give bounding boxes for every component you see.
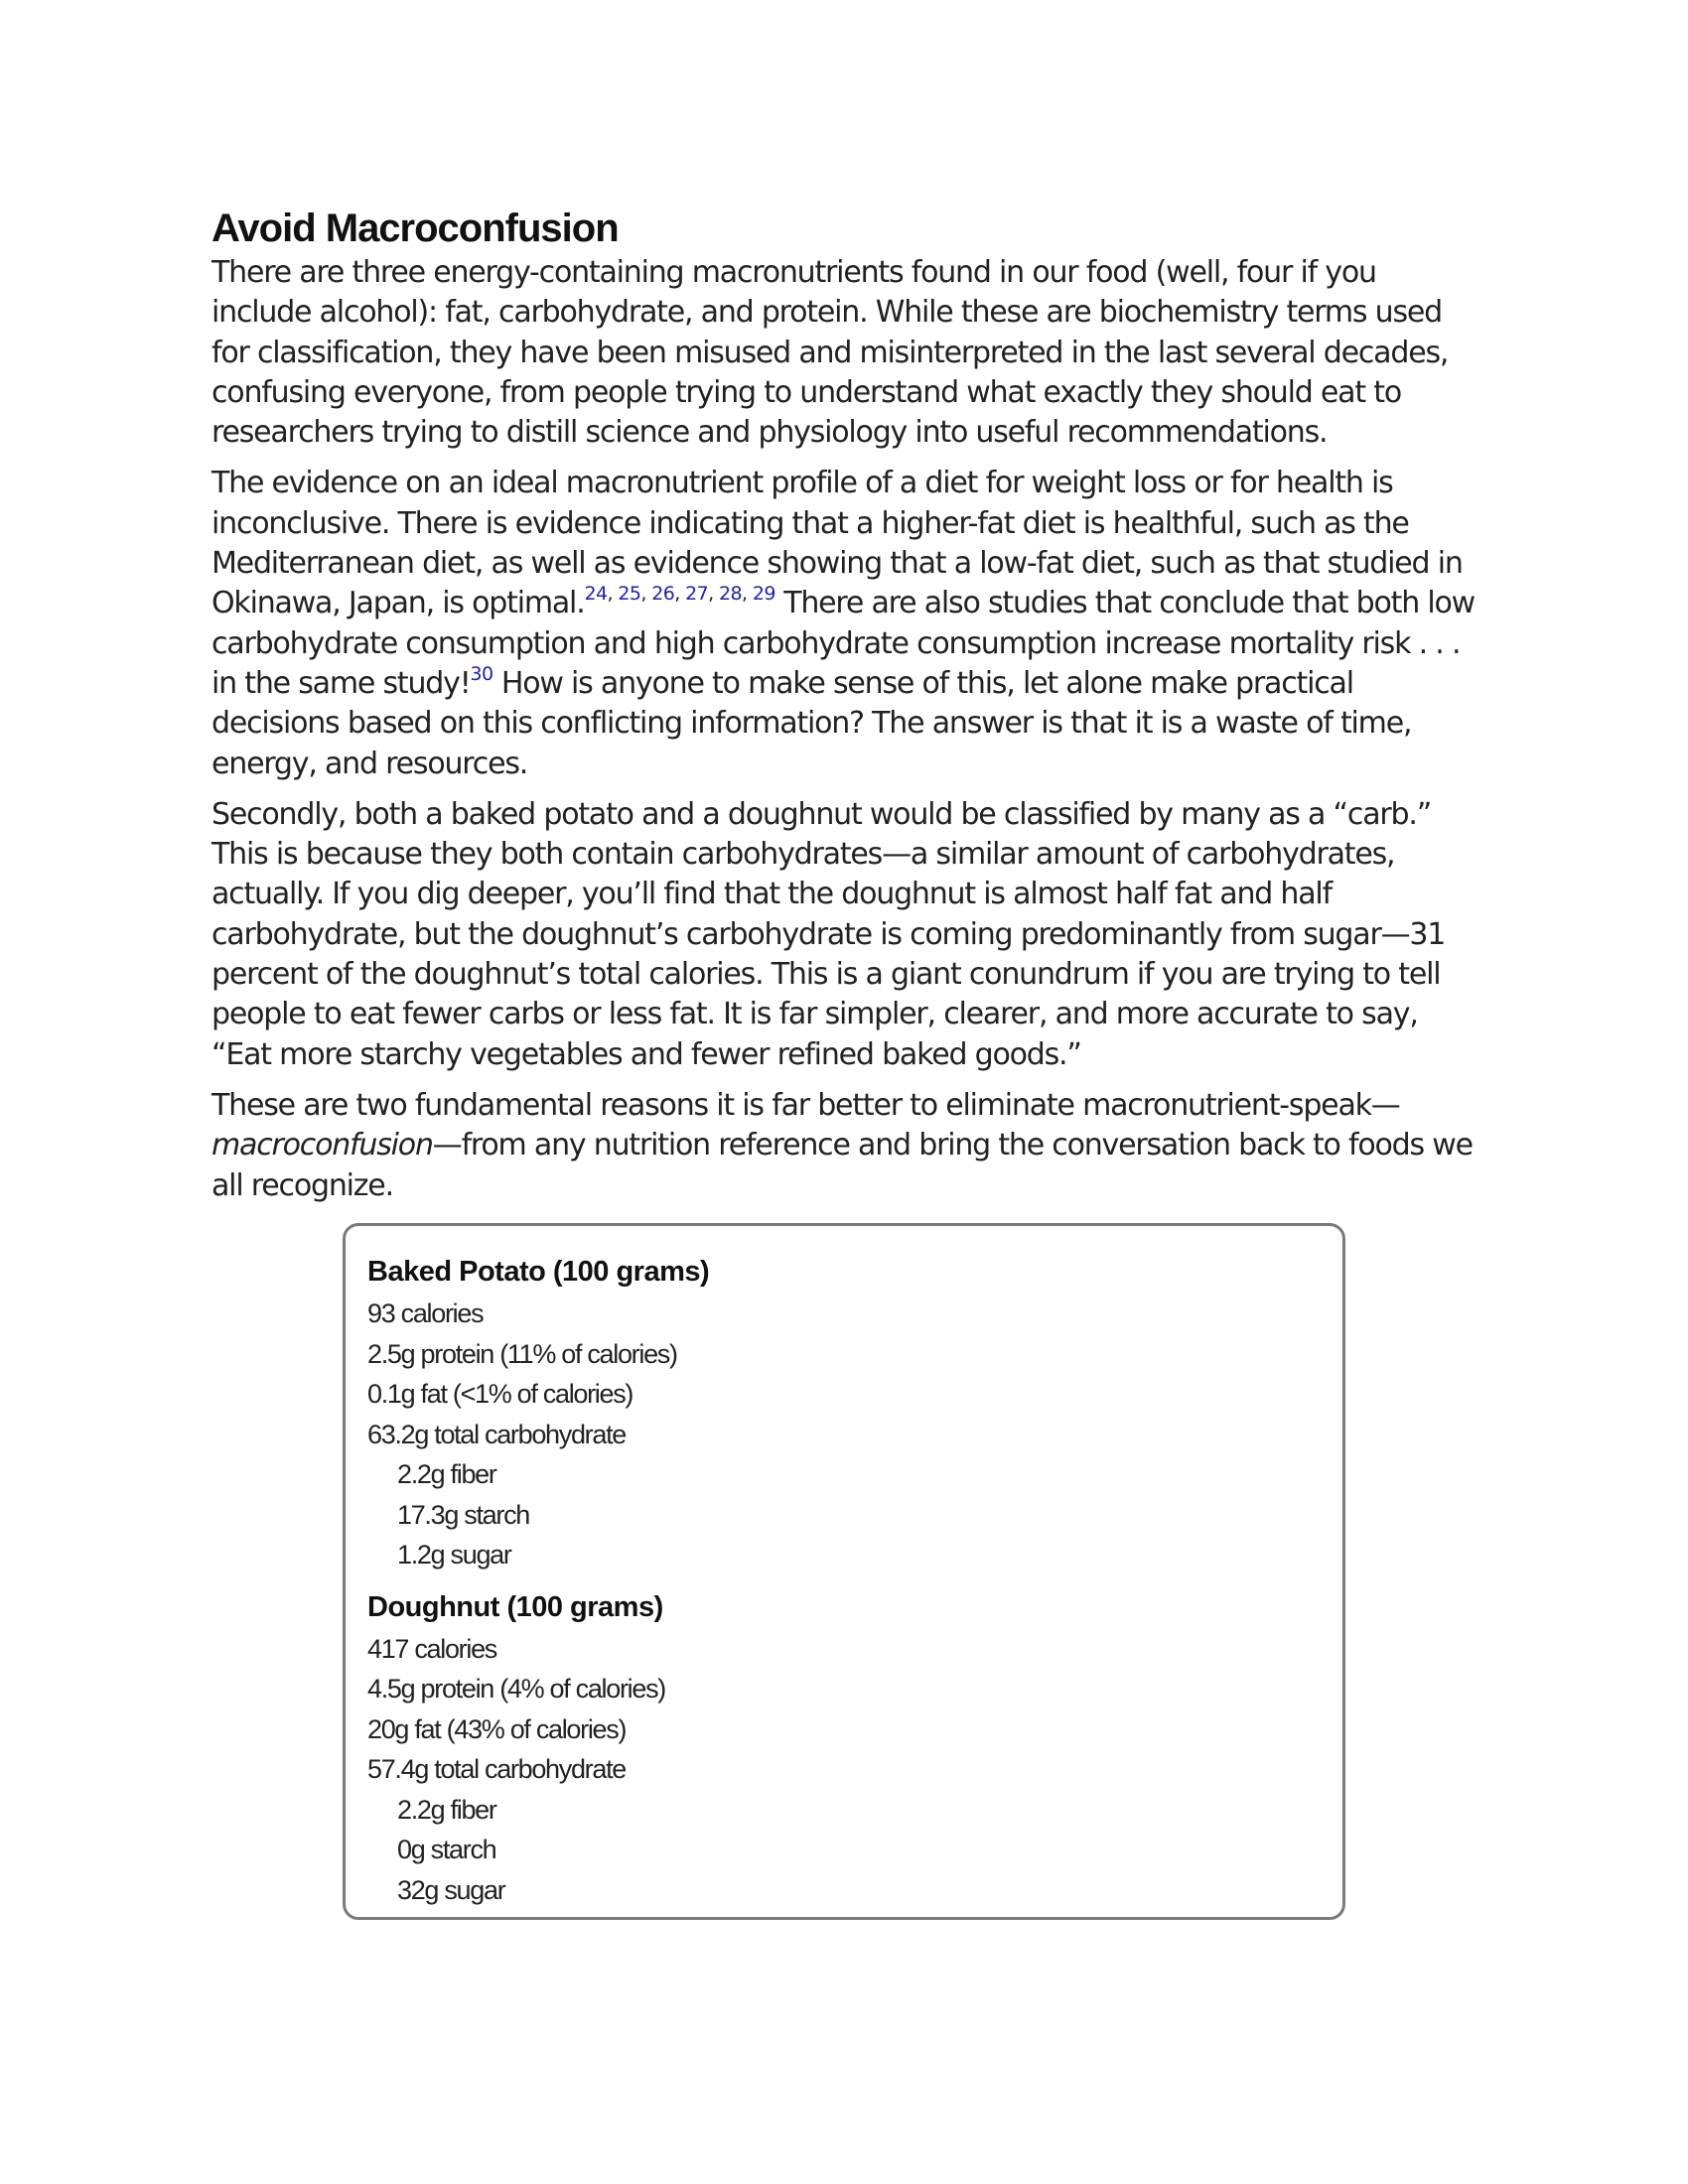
paragraph-4-text-a: These are two fundamental reasons it is far better to eliminate macronutrient-speak— bbox=[211, 1087, 1400, 1123]
potato-starch: 17.3g starch bbox=[397, 1499, 529, 1530]
page-body bbox=[211, 204, 1482, 1217]
paragraph-4-emphasis: macroconfusion bbox=[211, 1128, 433, 1163]
potato-fat: 0.1g fat (<1% of calories) bbox=[367, 1379, 633, 1409]
potato-fiber: 2.2g fiber bbox=[397, 1459, 496, 1489]
reference-link-29[interactable]: 29 bbox=[752, 583, 775, 606]
reference-link-26[interactable]: 26 bbox=[651, 583, 675, 606]
reference-link-27[interactable]: 27 bbox=[685, 583, 709, 606]
paragraph-3: Secondly, both a baked potato and a doughnut would be classified by many as a “carb.” This is because they both contain carbohydrates—a similar amount of carbohydrates, actually. If you dig deeper, you’ll find that the doughnut is almost half fat and half carbohydrate, but the doughnut’s carbohydrate is coming predominantly from sugar—31 percent of the doughnut’s total calories. This is a giant conundrum if you are trying to tell people to eat fewer carbs or less fat. It is far simpler, clearer, and more accurate to say, “Eat more starchy vegetables and fewer refined baked goods.” bbox=[211, 796, 1446, 1072]
paragraph-2 bbox=[211, 464, 1482, 783]
potato-calories: 93 calories bbox=[367, 1298, 484, 1328]
reference-link-28[interactable]: 28 bbox=[719, 583, 743, 606]
potato-sugar: 1.2g sugar bbox=[397, 1540, 511, 1570]
potato-total-carbohydrate: 63.2g total carbohydrate bbox=[367, 1419, 626, 1449]
doughnut-title: Doughnut (100 grams) bbox=[367, 1590, 663, 1623]
paragraph-4 bbox=[211, 1086, 1482, 1206]
paragraph-2-text-c: How is anyone to make sense of this, let alone make practical decisions based on this conflicting information? The answer is that it is a waste of time, energy, and resources. bbox=[211, 665, 1412, 781]
paragraph-2-text-b: There are also studies that conclude that both low carbohydrate consumption and high carbohydrate consumption increase mortality risk . . . in the same study! bbox=[211, 586, 1475, 701]
reference-link-25[interactable]: 25 bbox=[618, 583, 641, 606]
doughnut-fat: 20g fat (43% of calories) bbox=[367, 1713, 627, 1744]
doughnut-fiber: 2.2g fiber bbox=[397, 1794, 496, 1825]
reference-link-30[interactable]: 30 bbox=[470, 662, 493, 685]
potato-title: Baked Potato (100 grams) bbox=[367, 1256, 710, 1288]
reference-group-1: 24, 25, 26, 27, 28, 29 bbox=[584, 583, 775, 606]
nutrition-comparison-box bbox=[343, 1223, 1345, 1920]
doughnut-starch: 0g starch bbox=[397, 1835, 496, 1864]
doughnut-total-carbohydrate: 57.4g total carbohydrate bbox=[367, 1754, 626, 1784]
doughnut-calories: 417 calories bbox=[367, 1633, 496, 1664]
paragraph-4-text-b: —from any nutrition reference and bring the conversation back to foods we all recognize. bbox=[211, 1128, 1473, 1203]
potato-protein: 2.5g protein (11% of calories) bbox=[367, 1338, 677, 1369]
paragraph-2-text-a: The evidence on an ideal macronutrient profile of a diet for weight loss or for health is inconclusive. There is evidence indicating that a higher-fat diet is healthful, such as the Mediterranean diet, as well as evidence showing that a low-fat diet, such as that studied in Okinawa, Japan, is optimal. bbox=[211, 466, 1463, 621]
doughnut-sugar: 32g sugar bbox=[397, 1874, 505, 1905]
section-heading: Avoid Macroconfusion bbox=[211, 206, 619, 250]
doughnut-protein: 4.5g protein (4% of calories) bbox=[367, 1674, 665, 1704]
paragraph-1: There are three energy-containing macronutrients found in our food (well, four if you include alcohol): fat, carbohydrate, and protein. While these are biochemistry terms used for classification, they have been misused and misinterpreted in the last several decades, confusing everyone, from people trying to understand what exactly they should eat to researchers trying to distill science and physiology into useful recommendations. bbox=[211, 255, 1449, 451]
reference-link-24[interactable]: 24 bbox=[584, 583, 608, 606]
